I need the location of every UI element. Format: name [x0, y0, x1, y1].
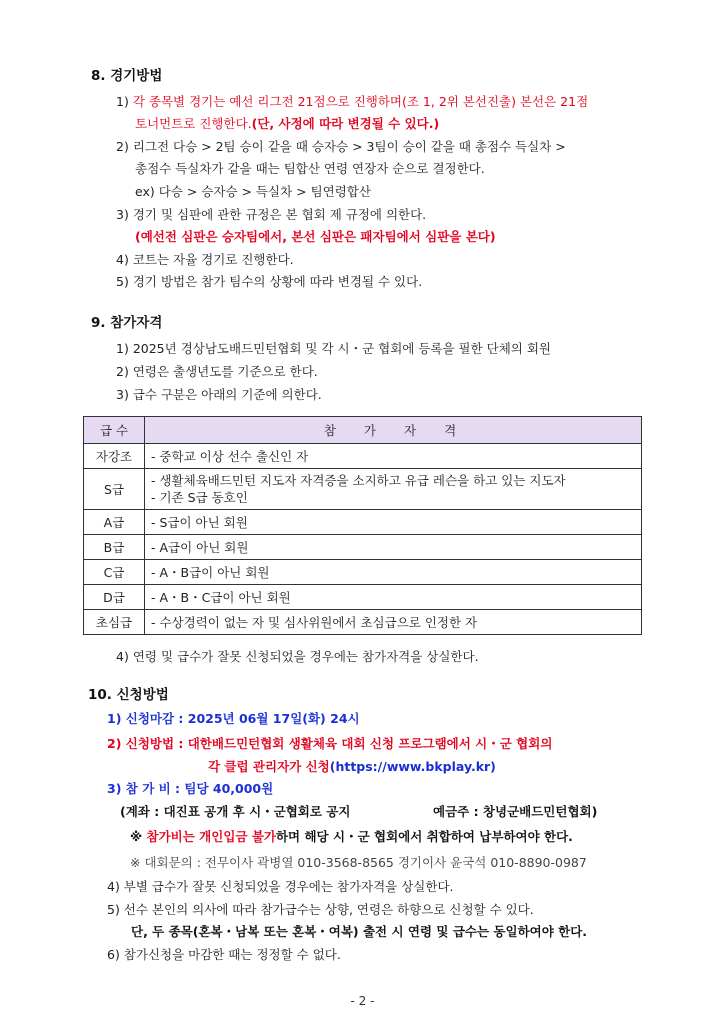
s9-item-3 [116, 386, 322, 404]
qualification-cell [145, 469, 642, 510]
item-number: 3) [116, 207, 129, 222]
grade-cell: B급 [84, 535, 145, 560]
notice-red: 참가비는 개인입금 불가 [146, 829, 276, 844]
header-qualification: 참가자격 [145, 417, 642, 444]
item-text: 급수 구분은 아래의 기준에 의한다. [132, 387, 322, 402]
section-10-heading: 10. 신청방법 [88, 687, 169, 703]
grade-cell: 초심급 [84, 610, 145, 635]
table-row [84, 585, 642, 610]
table-row [84, 510, 642, 535]
item-text: 토너먼트로 진행한다. [135, 116, 252, 131]
s10-deadline: 1) 신청마감 : 2025년 06월 17일(화) 24시 [107, 711, 360, 726]
item-text: 각 종목별 경기는 예선 리그전 21점으로 진행하며(조 1, 2위 본선진출) 본선은 21점 [132, 94, 589, 109]
item-text: 연령은 출생년도를 기준으로 한다. [132, 364, 318, 379]
notice-rest: 하며 해당 시・군 협회에서 취합하여 납부하여야 한다. [275, 829, 573, 844]
table-row [84, 610, 642, 635]
qualification-cell: - S급이 아닌 회원 [145, 510, 642, 535]
item-text: 경기 방법은 참가 팀수의 상황에 따라 변경될 수 있다. [132, 274, 423, 289]
s9-item-2 [116, 363, 318, 381]
item-number: 1) [116, 94, 129, 109]
qualification-cell: - A・B・C급이 아닌 회원 [145, 585, 642, 610]
section-9-heading: 9. 참가자격 [91, 315, 163, 331]
table-row [84, 469, 642, 510]
table-row [84, 560, 642, 585]
s10-account: (계좌 : 대진표 공개 후 시・군협회로 공지 [120, 804, 351, 819]
table-row [84, 444, 642, 469]
qualification-line: - 기존 S급 동호인 [151, 490, 248, 505]
grade-table [83, 416, 642, 635]
item-number: 1) [116, 341, 129, 356]
qualification-cell: - 수상경력이 없는 자 및 심사위원에서 초심급으로 인정한 자 [145, 610, 642, 635]
grade-cell: C급 [84, 560, 145, 585]
s10-depositor: 예금주 : 창녕군배드민턴협회) [433, 804, 598, 819]
item-text: 연령 및 급수가 잘못 신청되었을 경우에는 참가자격을 상실한다. [132, 649, 479, 664]
s10-fee: 3) 참 가 비 : 팀당 40,000원 [107, 781, 274, 796]
section-8-heading: 8. 경기방법 [91, 68, 163, 84]
table-row [84, 535, 642, 560]
s8-item-3-note: (예선전 심판은 승자팀에서, 본선 심판은 패자팀에서 심판을 본다) [135, 229, 496, 244]
grade-cell: 자강조 [84, 444, 145, 469]
item-text-bold: (단, 사정에 따라 변경될 수 있다.) [251, 116, 440, 131]
s10-item-5: 5) 선수 본인의 의사에 따라 참가급수는 상향, 연령은 하향으로 신청할 수 있다. [107, 902, 534, 917]
item-number: 3) [116, 387, 129, 402]
item-text: 경기 및 심판에 관한 규정은 본 협회 제 규정에 의한다. [132, 207, 427, 222]
s10-notice [130, 828, 573, 846]
qualification-cell: - A급이 아닌 회원 [145, 535, 642, 560]
s10-item-5-note: 단, 두 종목(혼복・남복 또는 혼복・여복) 출전 시 연령 및 급수는 동일하여야 한다. [131, 924, 588, 939]
item-number: 5) [116, 274, 129, 289]
s10-item-6: 6) 참가신청을 마감한 때는 정정할 수 없다. [107, 947, 341, 962]
grade-cell: A급 [84, 510, 145, 535]
s10-method-cont [208, 758, 496, 776]
qualification-cell: - 중학교 이상 선수 출신인 자 [145, 444, 642, 469]
s10-item-4: 4) 부별 급수가 잘못 신청되었을 경우에는 참가자격을 상실한다. [107, 879, 454, 894]
s10-inquiry: ※ 대회문의 : 전무이사 곽병열 010-3568-8565 경기이사 윤국석 010-8890-0987 [130, 855, 587, 870]
s8-item-2 [116, 138, 566, 156]
s9-item-4 [116, 648, 479, 666]
s9-item-1 [116, 340, 551, 358]
s8-item-4 [116, 251, 294, 269]
method-text: 각 클럽 관리자가 신청 [208, 759, 330, 774]
item-text: 2025년 경상남도배드민턴협회 및 각 시・군 협회에 등록을 필한 단체의 회원 [132, 341, 552, 356]
item-text: 리그전 다승 > 2팀 승이 같을 때 승자승 > 3팀이 승이 같을 때 총점수 득실차 > [132, 139, 566, 154]
s8-item-2-cont: 총점수 득실차가 같을 때는 팀합산 연령 연장자 순으로 결정한다. [135, 161, 485, 176]
item-number: 4) [116, 252, 129, 267]
item-number: 4) [116, 649, 129, 664]
header-grade: 급 수 [84, 417, 145, 444]
notice-mark: ※ [130, 829, 147, 844]
s8-item-3 [116, 206, 426, 224]
site-link[interactable]: (https://www.bkplay.kr) [329, 759, 496, 774]
qualification-cell: - A・B급이 아닌 회원 [145, 560, 642, 585]
s8-item-1 [116, 93, 588, 111]
item-number: 2) [116, 364, 129, 379]
grade-cell: S급 [84, 469, 145, 510]
s8-item-2-example: ex) 다승 > 승자승 > 득실차 > 팀연령합산 [135, 184, 371, 199]
item-text: 코트는 자율 경기로 진행한다. [132, 252, 294, 267]
table-header-row [84, 417, 642, 444]
s10-method: 2) 신청방법 : 대한배드민턴협회 생활체육 대회 신청 프로그램에서 시・군 협회의 [107, 736, 553, 751]
grade-cell: D급 [84, 585, 145, 610]
qualification-line: - 생활체육배드민턴 지도자 자격증을 소지하고 유급 레슨을 하고 있는 지도자 [151, 473, 566, 488]
s8-item-5 [116, 273, 422, 291]
item-number: 2) [116, 139, 129, 154]
s8-item-1-cont [135, 115, 439, 133]
page-number: - 2 - [350, 994, 375, 1008]
